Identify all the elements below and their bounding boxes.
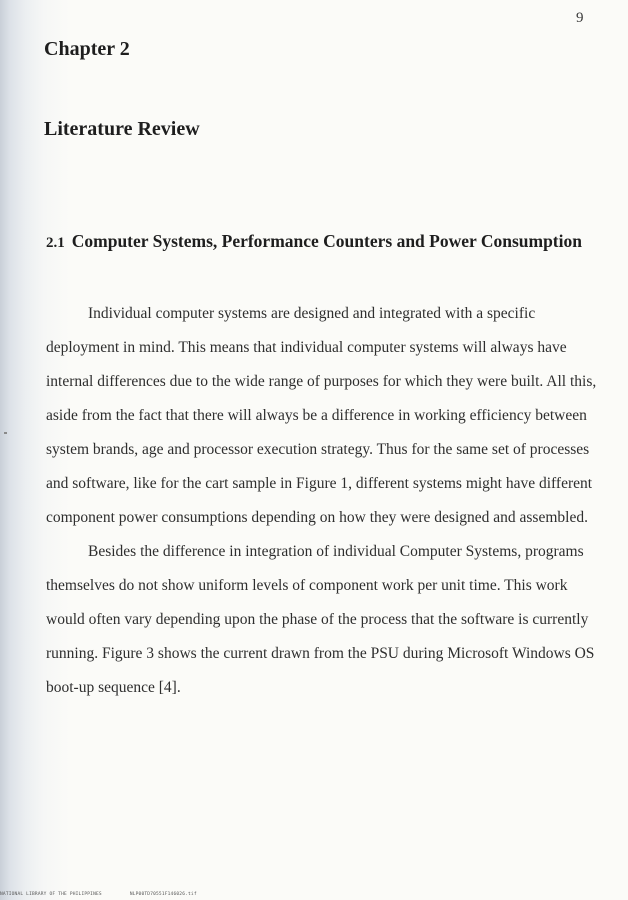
paragraph-line: internal differences due to the wide range of purposes for which they were built. All this, bbox=[46, 373, 597, 390]
chapter-title: Literature Review bbox=[44, 118, 200, 140]
chapter-label: Chapter 2 bbox=[44, 38, 130, 60]
paragraph-line: themselves do not show uniform levels of component work per unit time. This work bbox=[46, 577, 568, 594]
paragraph-line: would often vary depending upon the phase of the process that the software is currently bbox=[46, 611, 589, 628]
section-heading bbox=[46, 231, 582, 252]
paragraph-line: aside from the fact that there will always be a difference in working efficiency between bbox=[46, 407, 587, 424]
scan-mark bbox=[4, 432, 7, 434]
page-number: 9 bbox=[576, 10, 584, 26]
paragraph-line: running. Figure 3 shows the current drawn from the PSU during Microsoft Windows OS bbox=[46, 645, 595, 662]
footer-library: NATIONAL LIBRARY OF THE PHILIPPINES bbox=[0, 892, 102, 897]
paragraph-line: component power consumptions depending on how they were designed and assembled. bbox=[46, 509, 588, 526]
paragraph-line: Individual computer systems are designed and integrated with a specific bbox=[88, 305, 536, 322]
section-number: 2.1 bbox=[46, 235, 65, 251]
scan-footer bbox=[0, 892, 197, 897]
paragraph-line: Besides the difference in integration of individual Computer Systems, programs bbox=[88, 543, 584, 560]
paragraph-line: boot-up sequence [4]. bbox=[46, 679, 181, 696]
section-title: Computer Systems, Performance Counters and Power Consumption bbox=[71, 231, 582, 251]
paragraph-line: deployment in mind. This means that individual computer systems will always have bbox=[46, 339, 567, 356]
footer-file: NLP00TD70551F146026.tif bbox=[129, 892, 197, 897]
paragraph-line: and software, like for the cart sample in Figure 1, different systems might have different bbox=[46, 475, 593, 492]
paragraph-line: system brands, age and processor execution strategy. Thus for the same set of processes bbox=[46, 441, 590, 458]
